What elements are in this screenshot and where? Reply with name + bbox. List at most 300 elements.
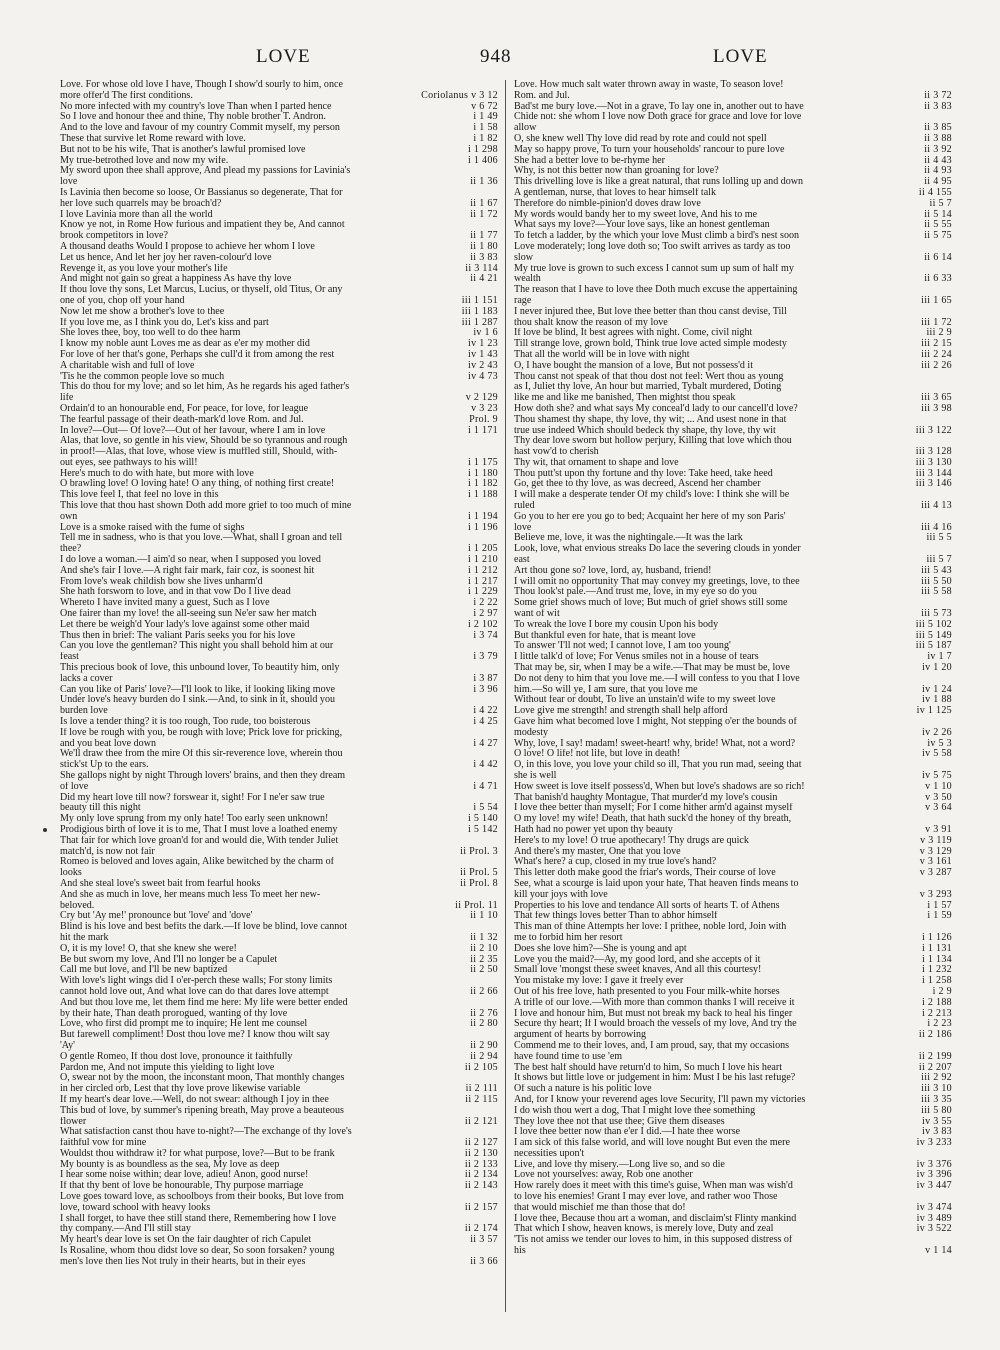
concordance-line (60, 933, 498, 944)
concordance-line (514, 965, 952, 976)
line-reference: i 1 406 (464, 156, 498, 167)
concordance-line (514, 944, 952, 955)
quotation-text: My only love sprung from my only hate! Too early seen unknown! (60, 814, 329, 825)
concordance-line (514, 156, 952, 167)
concordance-line (60, 663, 498, 674)
line-reference: v 2 129 (462, 393, 498, 404)
concordance-line (514, 620, 952, 631)
quotation-text: Whereto I have invited many a guest, Such as I love (60, 598, 270, 609)
quotation-text: The fearful passage of their death-mark'd love Rom. and Jul. (60, 414, 304, 425)
quotation-text: But not to be his wife, That is another's lawful promised love (60, 144, 306, 155)
line-reference: v 3 91 (921, 825, 952, 836)
line-reference: ii 2 66 (466, 987, 498, 998)
concordance-line (514, 80, 952, 91)
quotation-text: My sword upon thee shall approve, And plead my passions for Lavinia's (60, 166, 351, 177)
quotation-text: To wreak the love I bore my cousin Upon his body (514, 619, 719, 630)
line-reference: iii 5 50 (917, 577, 952, 588)
line-reference: iii 4 16 (917, 523, 952, 534)
concordance-line (60, 1063, 498, 1074)
quotation-text: They love thee not that use thee; Give them diseases (514, 1116, 725, 1127)
concordance-line (514, 372, 952, 383)
line-reference: ii 2 50 (466, 965, 498, 976)
quotation-text: I do wish thou wert a dog, That I might love thee something (514, 1105, 756, 1116)
line-reference: iv 1 88 (918, 695, 952, 706)
line-reference: i 1 210 (464, 555, 498, 566)
quotation-text: No more infected with my country's love Than when I parted hence (60, 101, 332, 112)
line-reference: ii 2 133 (461, 1160, 498, 1171)
concordance-line (60, 1246, 498, 1257)
concordance-line (514, 879, 952, 890)
line-reference: ii Prol. 3 (456, 847, 498, 858)
line-reference: i 3 79 (469, 652, 498, 663)
quotation-text: I little talk'd of love; For Venus smiles not in a house of tears (514, 652, 759, 663)
quotation-text: One fairer than my love! the all-seeing sun Ne'er saw her match (60, 609, 317, 620)
concordance-line (60, 479, 498, 490)
line-reference: i 2 9 (929, 987, 952, 998)
concordance-line (60, 652, 498, 663)
concordance-line (60, 1106, 498, 1117)
quotation-text: Blind is his love and best befits the dark.—If love be blind, love cannot (60, 922, 348, 933)
line-reference: i 1 82 (469, 134, 498, 145)
concordance-line (60, 318, 498, 329)
concordance-line (514, 631, 952, 642)
concordance-line (514, 1030, 952, 1041)
concordance-line (60, 847, 498, 858)
line-reference: ii 2 121 (461, 1117, 498, 1128)
line-reference: i 1 188 (464, 490, 498, 501)
line-reference: i 5 140 (464, 814, 498, 825)
quotation-text: And she steal love's sweet bait from fearful hooks (60, 878, 261, 889)
concordance-line (60, 1117, 498, 1128)
concordance-line (60, 296, 498, 307)
concordance-line (514, 987, 952, 998)
concordance-line (514, 1214, 952, 1225)
quotation-text: I will make a desperate tender Of my child's love: I think she will be (514, 490, 790, 501)
line-reference: i 2 97 (469, 609, 498, 620)
concordance-line (514, 1052, 952, 1063)
concordance-line (60, 1203, 498, 1214)
line-reference: iii 5 80 (917, 1106, 952, 1117)
concordance-line (514, 652, 952, 663)
line-reference: i 1 57 (923, 901, 952, 912)
concordance-line (514, 1224, 952, 1235)
concordance-line (60, 1235, 498, 1246)
concordance-line (514, 220, 952, 231)
quotation-text: It shows but little love or judgement in him: Must I be his last refuge? (514, 1073, 796, 1084)
quotation-text: And might not gain so great a happiness As have thy love (60, 274, 292, 285)
quotation-text: match'd, is now not fair (60, 846, 155, 857)
quotation-text: Love moderately; long love doth so; Too swift arrives as tardy as too (514, 241, 791, 252)
concordance-line (514, 1181, 952, 1192)
line-reference: iv 2 26 (918, 728, 952, 739)
quotation-text: So I love and honour thee and thine, Thy noble brother T. Andron. (60, 112, 326, 123)
concordance-line (514, 177, 952, 188)
line-reference: i 1 298 (464, 145, 498, 156)
concordance-line (514, 587, 952, 598)
line-reference: ii 2 143 (461, 1181, 498, 1192)
quotation-text: O my love! my wife! Death, that hath suck'd the honey of thy breath, (514, 814, 792, 825)
concordance-line (60, 577, 498, 588)
concordance-line (514, 436, 952, 447)
quotation-text: Some grief shows much of love; But much of grief shows still some (514, 598, 788, 609)
quotation-text: Thus then in brief: The valiant Paris seeks you for his love (60, 630, 296, 641)
concordance-line (514, 847, 952, 858)
quotation-text: I hear some noise within; dear love, adieu! Anon, good nurse! (60, 1170, 309, 1181)
quotation-text: Thou look'st pale.—And trust me, love, in my eye so do you (514, 587, 757, 598)
line-reference: ii 1 32 (466, 933, 498, 944)
quotation-text: Till strange love, grown bold, Think true love acted simple modesty (514, 339, 787, 350)
line-reference: v 6 72 (467, 102, 498, 113)
concordance-line (60, 469, 498, 480)
concordance-line (60, 231, 498, 242)
concordance-line (514, 901, 952, 912)
quotation-text: I know my noble aunt Loves me as dear as e'er my mother did (60, 339, 310, 350)
line-reference: v 3 64 (921, 803, 952, 814)
quotation-text: hast vow'd to cherish (514, 447, 599, 458)
concordance-line (514, 512, 952, 523)
concordance-line (514, 264, 952, 275)
quotation-text: O love! O life! not life, but love in death! (514, 749, 681, 760)
line-reference: i 2 213 (918, 1009, 952, 1020)
concordance-line (60, 728, 498, 739)
quotation-text: O, I have bought the mansion of a love, But not possess'd it (514, 360, 754, 371)
line-reference: ii 3 66 (466, 1257, 498, 1268)
concordance-line (60, 361, 498, 372)
line-reference: ii 1 72 (466, 210, 498, 221)
concordance-line (60, 458, 498, 469)
quotation-text: Tell me in sadness, who is that you love.—What, shall I groan and tell (60, 533, 343, 544)
concordance-line (60, 436, 498, 447)
concordance-line (60, 112, 498, 123)
quotation-text: wealth (514, 274, 541, 285)
concordance-line (60, 717, 498, 728)
concordance-line (514, 404, 952, 415)
concordance-line (60, 501, 498, 512)
quotation-text: Romeo is beloved and loves again, Alike bewitched by the charm of (60, 857, 334, 868)
quotation-text: Revenge it, as you love your mother's life (60, 263, 228, 274)
concordance-line (60, 393, 498, 404)
quotation-text: If love be blind, It best agrees with night. Come, civil night (514, 328, 753, 339)
concordance-line (514, 253, 952, 264)
line-reference: iv 1 6 (469, 328, 498, 339)
line-reference: ii 2 134 (461, 1170, 498, 1181)
concordance-line (60, 1009, 498, 1020)
line-reference: iii 3 10 (917, 1084, 952, 1095)
line-reference: ii 3 85 (920, 123, 952, 134)
quotation-text: If thou love thy sons, Let Marcus, Lucius, or thyself, old Titus, Or any (60, 285, 343, 296)
concordance-line (60, 955, 498, 966)
concordance-line (60, 220, 498, 231)
concordance-line (60, 544, 498, 555)
quotation-text: A charitable wish and full of love (60, 360, 195, 371)
line-reference: iv 3 522 (913, 1224, 952, 1235)
line-reference: ii 2 199 (915, 1052, 952, 1063)
line-reference: iv 3 396 (913, 1170, 952, 1181)
concordance-line (514, 123, 952, 134)
quotation-text: This letter doth make good the friar's words, Their course of love (514, 868, 776, 879)
line-reference: iii 1 151 (458, 296, 498, 307)
quotation-text: like me and like me banished, Then mightst thou speak (514, 393, 736, 404)
line-reference: iv 1 20 (918, 663, 952, 674)
line-reference: iii 1 72 (917, 318, 952, 329)
quotation-text: in her circled orb, Lest that thy love prove likewise variable (60, 1084, 301, 1095)
concordance-line (60, 533, 498, 544)
quotation-text: Hath had no power yet upon thy beauty (514, 824, 673, 835)
line-reference: iv 5 3 (923, 739, 952, 750)
line-reference: iv 1 7 (923, 652, 952, 663)
quotation-text: have found time to use 'em (514, 1051, 623, 1062)
quotation-text: brook competitors in love? (60, 231, 168, 242)
concordance-line (60, 987, 498, 998)
line-reference: i 2 22 (469, 598, 498, 609)
quotation-text: looks (60, 868, 82, 879)
quotation-text: that would mischief me than those that do! (514, 1202, 686, 1213)
quotation-text: love, toward school with heavy looks (60, 1202, 211, 1213)
quotation-text: as I, Juliet thy love, An hour but married, Tybalt murdered, Doting (514, 382, 782, 393)
quotation-text: Why, love, I say! madam! sweet-heart! why, bride! What, not a word? (514, 738, 796, 749)
quotation-text: Love. How much salt water thrown away in waste, To season love! (514, 80, 784, 90)
quotation-text: beauty till this night (60, 803, 141, 814)
quotation-text: O, swear not by the moon, the inconstant moon, That monthly changes (60, 1073, 345, 1084)
concordance-line (514, 782, 952, 793)
concordance-line (60, 793, 498, 804)
concordance-line (514, 814, 952, 825)
line-reference: iii 5 73 (917, 609, 952, 620)
quotation-text: Out of his free love, hath presented to you Four milk-white horses (514, 986, 780, 997)
quotation-text: And she's fair I love.—A right fair mark, fair coz, is soonest hit (60, 565, 315, 576)
line-reference: ii 2 90 (466, 1041, 498, 1052)
concordance-line (60, 307, 498, 318)
line-reference: i 5 54 (469, 803, 498, 814)
quotation-text: A gentleman, nurse, that loves to hear himself talk (514, 187, 717, 198)
quotation-text: Look, love, what envious streaks Do lace the severing clouds in yonder (514, 544, 801, 555)
concordance-line (60, 879, 498, 890)
line-reference: iii 3 35 (917, 1095, 952, 1106)
line-reference: ii 1 36 (466, 177, 498, 188)
quotation-text: Here's much to do with hate, but more with love (60, 468, 254, 479)
line-reference: ii 3 92 (920, 145, 952, 156)
quotation-text: Go, get thee to thy love, as was decreed, Ascend her chamber (514, 479, 761, 490)
concordance-line (514, 739, 952, 750)
concordance-line (60, 177, 498, 188)
quotation-text: That few things loves better Than to abhor himself (514, 911, 718, 922)
concordance-line (60, 1052, 498, 1063)
quotation-text: faithful vow for mine (60, 1138, 147, 1149)
line-reference: i 4 25 (469, 717, 498, 728)
concordance-line (60, 706, 498, 717)
line-reference: ii 1 10 (466, 911, 498, 922)
quotation-text: his (514, 1246, 526, 1257)
quotation-text: thou shalt know the reason of my love (514, 317, 668, 328)
concordance-line (60, 587, 498, 598)
concordance-line (514, 1073, 952, 1084)
line-reference: iii 1 183 (458, 307, 498, 318)
quotation-text: I love thee, Because thou art a woman, and disclaim'st Flinty mankind (514, 1213, 797, 1224)
line-reference: ii 2 111 (462, 1084, 498, 1095)
quotation-text: That may be, sir, when I may be a wife.—That may be must be, love (514, 663, 790, 674)
quotation-text: hit the mark (60, 932, 109, 943)
quotation-text: true use indeed Which should bedeck thy shape, thy love, thy wit (514, 425, 776, 436)
concordance-line (514, 911, 952, 922)
quotation-text: She gallops night by night Through lovers' brains, and then they dream (60, 771, 346, 781)
concordance-line (514, 685, 952, 696)
concordance-line (60, 199, 498, 210)
line-reference: i 1 258 (918, 976, 952, 987)
concordance-line (60, 555, 498, 566)
concordance-line (60, 350, 498, 361)
concordance-line (514, 933, 952, 944)
quotation-text: This love feel I, that feel no love in this (60, 490, 219, 501)
quotation-text: That which I show, heaven knows, is merely love, Duty and zeal (514, 1224, 774, 1235)
quotation-text: necessities upon't (514, 1148, 585, 1159)
concordance-line (60, 1160, 498, 1171)
concordance-line (514, 1138, 952, 1149)
concordance-line (514, 1127, 952, 1138)
concordance-line (514, 1095, 952, 1106)
concordance-line (514, 803, 952, 814)
concordance-line (514, 134, 952, 145)
page-header (0, 46, 1000, 70)
line-reference: i 3 96 (469, 685, 498, 696)
concordance-line (514, 328, 952, 339)
concordance-line (60, 1224, 498, 1235)
concordance-line (514, 296, 952, 307)
quotation-text: And but thou love me, let them find me here: My life were better ended (60, 997, 348, 1008)
quotation-text: O, it is my love! O, that she knew she were! (60, 943, 237, 954)
quotation-text: Do not deny to him that you love me.—I will confess to you that I love (514, 673, 800, 684)
line-reference: iii 5 102 (912, 620, 952, 631)
concordance-line (60, 166, 498, 177)
quotation-text: allow (514, 123, 537, 134)
line-reference: iii 3 144 (912, 469, 952, 480)
quotation-text: If that thy bent of love be honourable, Thy purpose marriage (60, 1181, 304, 1192)
concordance-line (60, 868, 498, 879)
concordance-line (60, 253, 498, 264)
concordance-line (60, 123, 498, 134)
concordance-line (60, 749, 498, 760)
line-reference: iv 1 23 (464, 339, 498, 350)
quotation-text: My words would bandy her to my sweet love, And his to me (514, 209, 758, 220)
concordance-line (514, 922, 952, 933)
line-reference: ii 4 21 (466, 274, 498, 285)
quotation-text: But farewell compliment! Dost thou love me? I know thou wilt say (60, 1030, 330, 1041)
line-reference: iii 3 130 (912, 458, 952, 469)
quotation-text: Love give me strength! and strength shall help afford (514, 706, 728, 717)
concordance-line (60, 965, 498, 976)
quotation-text: What satisfaction canst thou have to-night?—The exchange of thy love's (60, 1127, 352, 1138)
line-reference: i 4 27 (469, 739, 498, 750)
quotation-text: life (60, 393, 74, 404)
quotation-text: The best half should have return'd to him, So much I love his heart (514, 1062, 782, 1073)
quotation-text: argument of hearts by borrowing (514, 1030, 647, 1041)
line-reference: iii 5 58 (917, 587, 952, 598)
line-reference: iii 5 43 (917, 566, 952, 577)
concordance-line (514, 955, 952, 966)
line-reference: ii Prol. 11 (451, 901, 498, 912)
concordance-line (514, 339, 952, 350)
concordance-line (60, 803, 498, 814)
concordance-line (514, 426, 952, 437)
line-reference: v 3 23 (467, 404, 498, 415)
concordance-line (514, 1246, 952, 1257)
line-reference: i 1 59 (923, 911, 952, 922)
line-reference: iv 4 73 (464, 372, 498, 383)
concordance-line (514, 998, 952, 1009)
quotation-text: of love (60, 781, 89, 792)
concordance-line (60, 102, 498, 113)
concordance-line (60, 91, 498, 102)
quotation-text: A thousand deaths Would I propose to achieve her whom I love (60, 241, 315, 252)
concordance-line (60, 1181, 498, 1192)
line-reference: ii 2 10 (466, 944, 498, 955)
quotation-text: Thou putt'st upon thy fortune and thy love: Take heed, take heed (514, 468, 773, 479)
concordance-line (60, 1138, 498, 1149)
concordance-line (60, 814, 498, 825)
line-reference: i 1 232 (918, 965, 952, 976)
concordance-line (60, 1170, 498, 1181)
quotation-text: These that survive let Rome reward with love. (60, 133, 246, 144)
concordance-line (60, 998, 498, 1009)
concordance-line (60, 80, 498, 91)
line-reference: iii 5 5 (922, 533, 952, 544)
concordance-line (514, 544, 952, 555)
line-reference: i 5 142 (464, 825, 498, 836)
quotation-text: A trifle of our love.—With more than common thanks I will receive it (514, 997, 795, 1008)
line-reference: i 1 171 (464, 426, 498, 437)
quotation-text: to love his enemies! Grant I may ever love, and rather woo Those (514, 1192, 778, 1203)
concordance-line (514, 1192, 952, 1203)
line-reference: ii 1 67 (466, 199, 498, 210)
quotation-text: Love goes toward love, as schoolboys from their books, But love from (60, 1192, 344, 1203)
line-reference: iii 3 65 (917, 393, 952, 404)
line-reference: ii 2 207 (915, 1063, 952, 1074)
concordance-line (514, 285, 952, 296)
concordance-line (60, 339, 498, 350)
quotation-text: modesty (514, 727, 549, 738)
concordance-line (514, 469, 952, 480)
concordance-line (60, 782, 498, 793)
line-reference: i 1 134 (918, 955, 952, 966)
quotation-text: Small love 'mongst these sweet knaves, And all this courtesy! (514, 965, 762, 976)
line-reference: ii 4 43 (920, 156, 952, 167)
quotation-text: In love?—Out— Of love?—Out of her favour, where I am in love (60, 425, 326, 436)
line-reference: v 1 10 (921, 782, 952, 793)
line-reference: ii Prol. 8 (456, 879, 498, 890)
concordance-line (514, 242, 952, 253)
quotation-text: Let there be weigh'd Your lady's love against some other maid (60, 619, 310, 630)
quotation-text: My true-betrothed love and now my wife. (60, 155, 229, 166)
quotation-text: How rarely does it meet with this time's guise, When man was wish'd (514, 1181, 793, 1192)
quotation-text: Call me but love, and I'll be new baptized (60, 965, 228, 976)
concordance-line (514, 836, 952, 847)
line-reference: i 2 188 (918, 998, 952, 1009)
line-reference: ii 3 83 (466, 253, 498, 264)
quotation-text: Commend me to their loves, and, I am proud, say, that my occasions (514, 1040, 790, 1051)
concordance-line (514, 447, 952, 458)
line-reference: ii 6 14 (920, 253, 952, 264)
concordance-line (514, 393, 952, 404)
line-reference: iii 1 287 (458, 318, 498, 329)
line-reference: i 4 22 (469, 706, 498, 717)
line-reference: iii 5 149 (912, 631, 952, 642)
quotation-text: Ordain'd to an honourable end, For peace, for love, for league (60, 403, 309, 414)
concordance-line (60, 1095, 498, 1106)
concordance-line (514, 674, 952, 685)
quotation-text: Is Rosaline, whom thou didst love so dear, So soon forsaken? young (60, 1246, 335, 1257)
quotation-text: But thankful even for hate, that is meant love (514, 630, 696, 641)
quotation-text: Does she love him?—She is young and apt (514, 943, 687, 954)
line-reference: iii 1 65 (917, 296, 952, 307)
